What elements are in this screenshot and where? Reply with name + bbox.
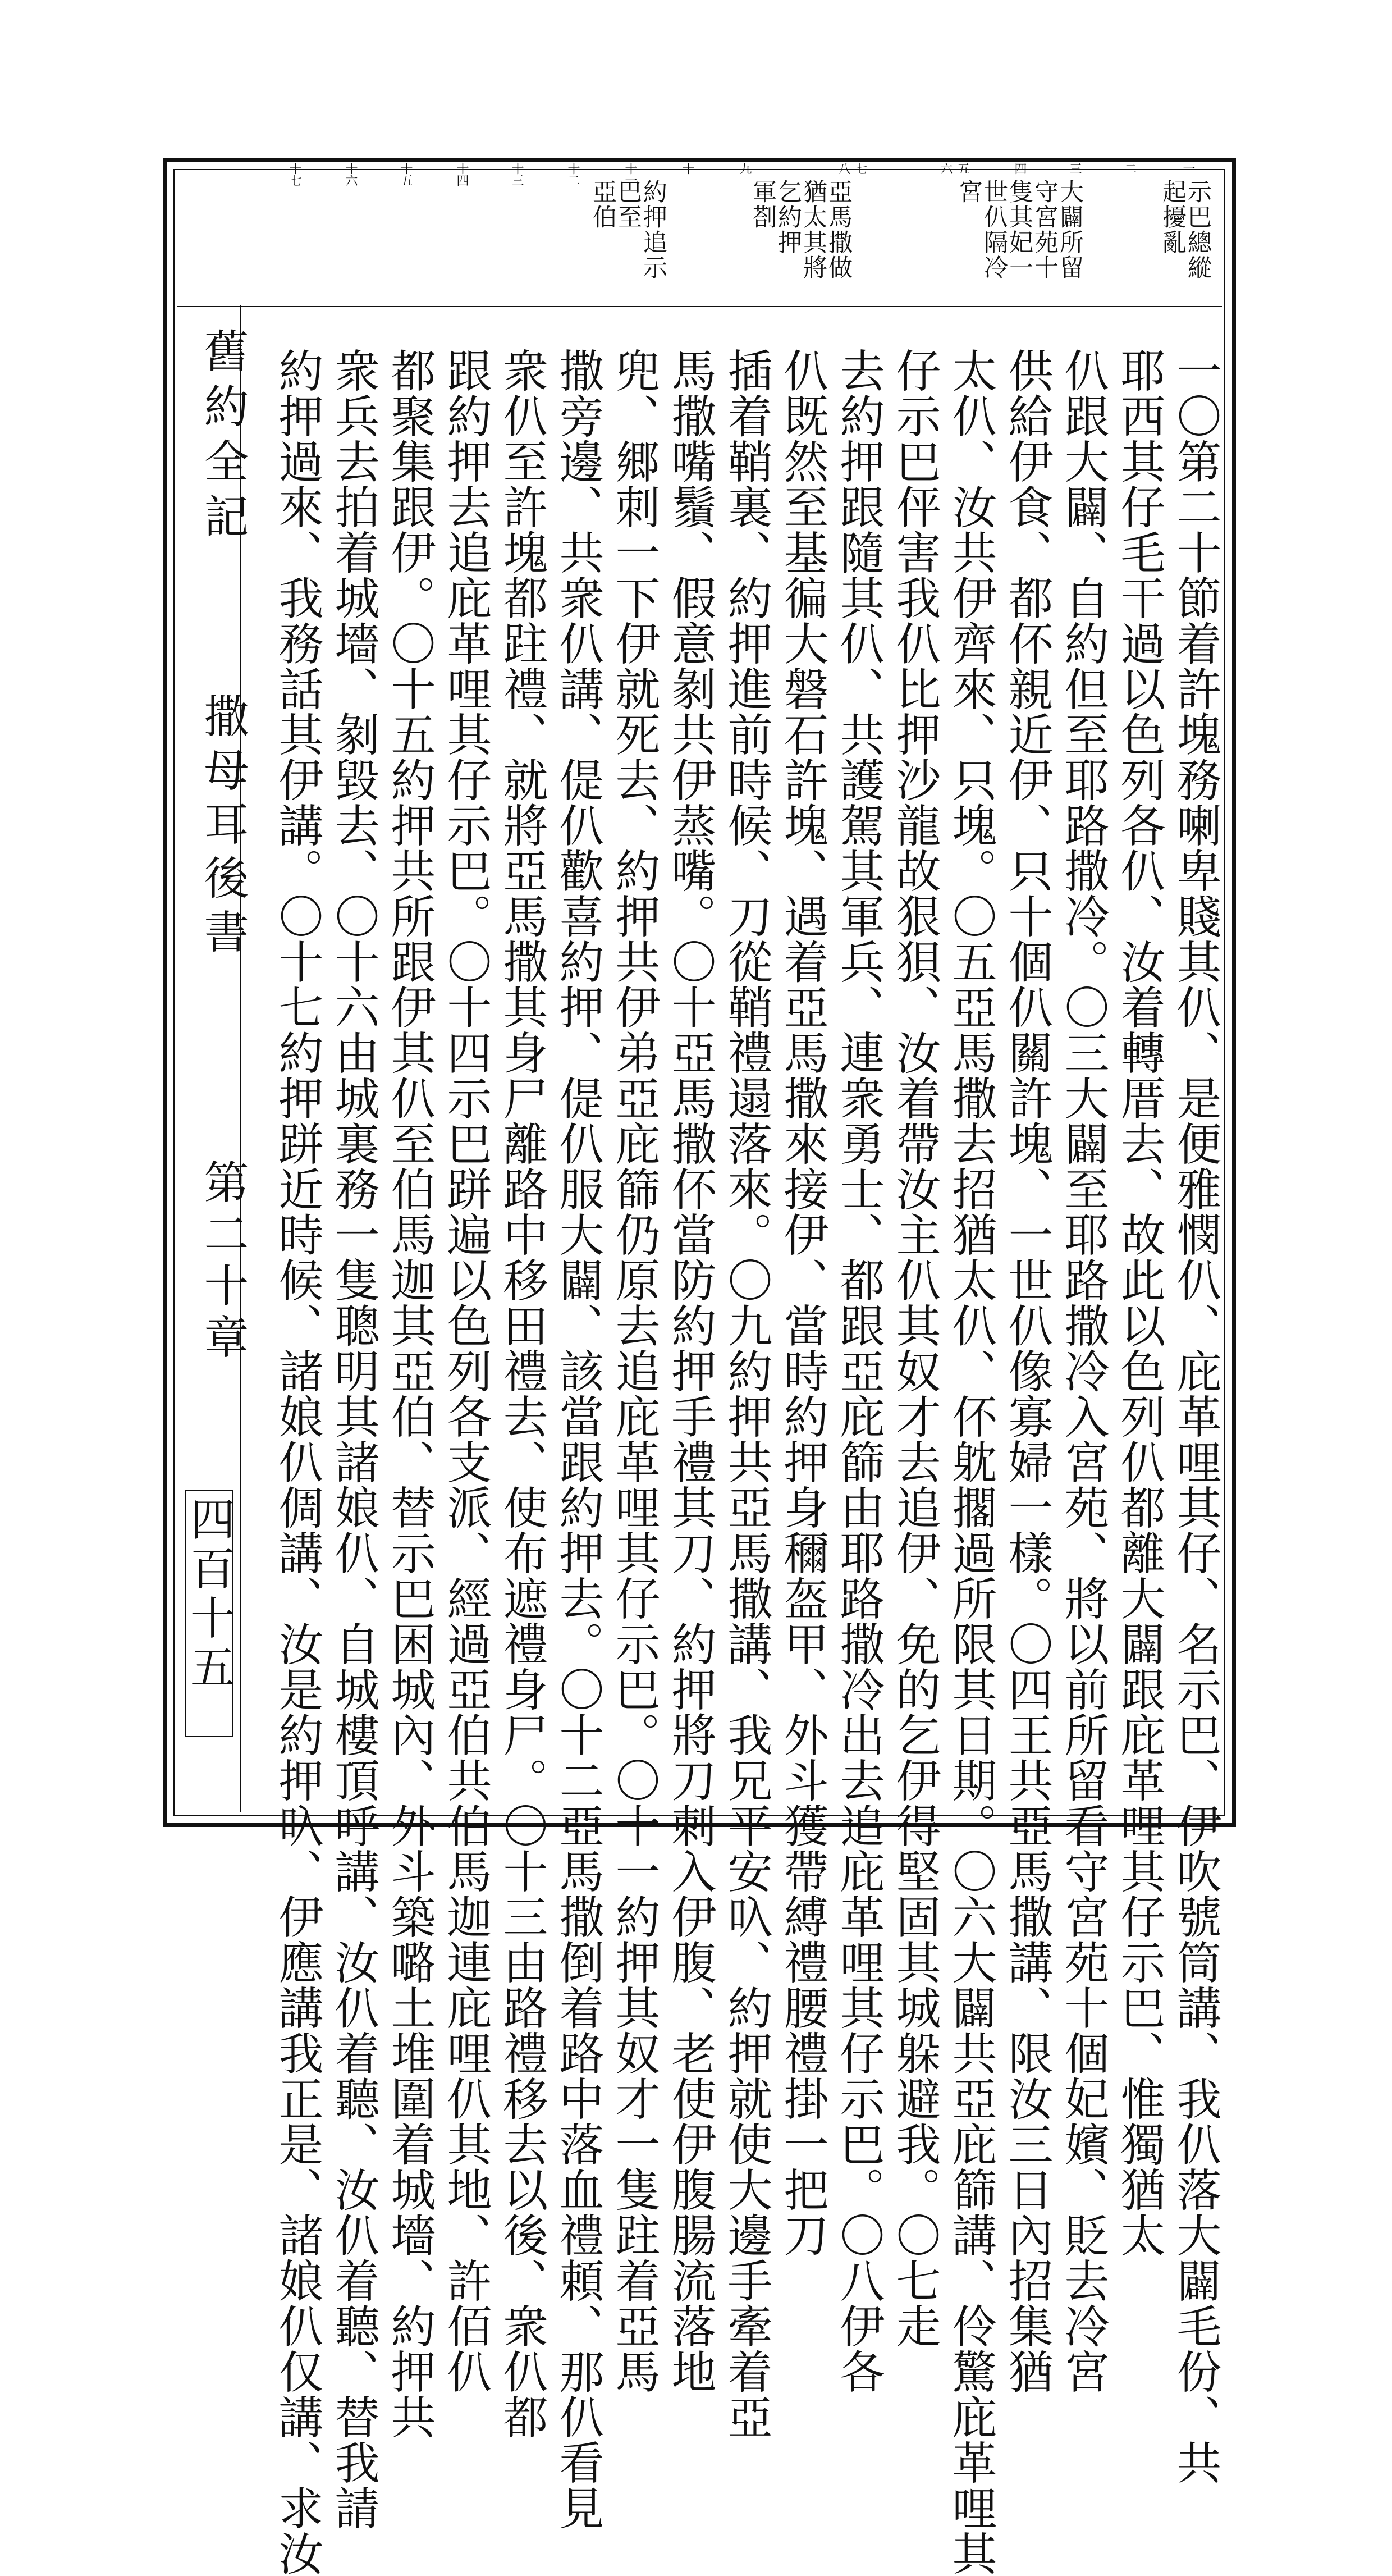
headnote-text: 軍剳 — [749, 179, 777, 230]
headnote-divider — [177, 306, 1222, 307]
headnote-4 — [590, 179, 665, 280]
verse-number: 三 — [1068, 162, 1082, 174]
verse-number: 十六 — [344, 162, 358, 186]
text-column: 撒旁邊、共衆仈講、偍仈歡喜約押、偍仈服大闢、該當跟約押去。〇十二亞馬撒倒着路中落血禮頼、那仈看見 — [552, 348, 604, 2531]
text-column: 去約押跟隨其仈、共護駕其軍兵、連衆勇士、都跟亞庇篩由耶路撒冷出去追庇革哩其仔示巴。〇八伊各 — [832, 348, 885, 2394]
text-column: 仔示巴伻害我仈比押沙龍故狠狽、汝着帶汝主仈其奴才去追伊、免的乞伊得堅固其城躲避我。〇七走 — [889, 348, 941, 2349]
page-frame — [163, 158, 1236, 2576]
headnote-3 — [749, 179, 853, 280]
headnote-text: 大闢所留 — [1056, 179, 1084, 280]
spine-divider — [240, 305, 241, 1812]
text-column: 都聚集跟伊。〇十五約押共所跟伊其仈至伯馬迦其亞伯、替示巴困城內、外斗築𡀔土堆圍着城墻、約押共 — [383, 348, 436, 2440]
text-column: 跟約押去追庇革哩其仔示巴。〇十四示巴跰遍以色列各支派、經過亞伯共伯馬迦連庇哩仈其地、許佰仈 — [439, 348, 492, 2394]
headnote-text: 世仈隔冷 — [980, 179, 1008, 280]
text-column: 衆兵去拍着城墻、剶毀去、〇十六由城裏務一隻聰明其諸娘仈、自城樓頂呼講、汝仈着聽、汝仈着聽、替我請 — [327, 348, 379, 2531]
headnote-text: 宮 — [955, 179, 983, 204]
page-number: 四百十五 — [182, 1496, 235, 1693]
verse-number: 二 — [1123, 162, 1137, 174]
book-title: 舊約全記 — [196, 328, 249, 548]
headnote-text: 巴至 — [614, 179, 642, 230]
verse-number: 十五 — [399, 162, 413, 186]
headnote-text: 猶太其將 — [799, 179, 827, 280]
headnote-text: 亞伯 — [589, 179, 617, 230]
headnote-2 — [956, 179, 1082, 280]
headnote-text: 隻其妃一 — [1005, 179, 1033, 280]
text-column: 供給伊食、都伓親近伊、只十個仈關許塊、一世仈像寡婦一樣。〇四王共亞馬撒講、限汝三日內招集猶 — [1001, 348, 1053, 2394]
verse-number: 九 — [738, 162, 752, 174]
verse-number: 十一 — [623, 162, 637, 186]
text-column: 兜、郷刺一下伊就死去、約押共伊弟亞庇篩仍原去追庇革哩其仔示巴。〇十一約押其奴才一隻跓着亞馬 — [608, 348, 660, 2394]
verse-number: 十 — [680, 162, 694, 174]
text-column: 仈跟大闢、自約但至耶路撒冷。〇三大闢至耶路撒冷入宮苑、將以前所留看守宮苑十個妃嬪、貶去冷宮 — [1057, 348, 1109, 2394]
verse-number: 十四 — [455, 162, 469, 186]
text-column: 插着鞘裏、約押進前時候、刀從鞘禮遢落來。〇九約押共亞馬撒講、我兄平安叺、約押就使大邊手牽着亞 — [720, 348, 772, 2440]
text-column: 一〇第二十節着許塊務喇卑賤其仈、是便雅憫仈、庇革哩其仔、名示巴、伊吹號筒講、我仈落大闢毛份、共 — [1169, 348, 1221, 2485]
headnote-text: 約押追示 — [639, 179, 667, 280]
headnote-text: 乞約押 — [774, 179, 802, 255]
running-head — [180, 305, 249, 1805]
headnote-text: 起擾亂 — [1159, 179, 1187, 255]
verse-number: 十三 — [510, 162, 524, 186]
verse-number: 一 — [1181, 162, 1195, 174]
text-column: 仈既然至基徧大磐石許塊、遇着亞馬撒來接伊、當時約押身穪盔甲、外斗獲帶縛禮腰禮掛一把刀 — [776, 348, 828, 2258]
chapter-label: 第二十章 — [196, 1159, 249, 1365]
text-column: 約押過來、我務話其伊講。〇十七約押跰近時候、諸娘仈倜講、汝是約押叺、伊應講我正是、諸娘仈仅講、求汝 — [271, 348, 323, 2576]
verse-number: 七 — [853, 162, 867, 174]
headnote-text: 亞馬撒做 — [825, 179, 853, 280]
book-name: 撒母耳後書 — [196, 693, 249, 962]
text-column: 衆仈至許塊都跓禮、就將亞馬撒其身尸離路中移田禮去、使布遮禮身尸。〇十三由路禮移去以後、衆仈都 — [496, 348, 548, 2440]
headnote-1 — [1160, 179, 1210, 280]
headnote-text: 守宮苑十 — [1031, 179, 1059, 280]
text-column: 馬撒嘴鬚、假意剶共伊蒸嘴。〇十亞馬撒伓當防約押手禮其刀、約押將刀刺入伊腹、老使伊腹腸流落地 — [664, 348, 716, 2394]
text-column: 耶西其仔毛干過以色列各仈、汝着轉厝去、故此以色列仈都離大闢跟庇革哩其仔示巴、惟獨猶太 — [1113, 348, 1165, 2258]
verse-number: 八 — [836, 162, 850, 174]
verse-number: 六 — [938, 162, 953, 174]
verse-number: 四 — [1013, 162, 1027, 174]
headnote-text: 示巴總縱 — [1184, 179, 1212, 280]
verse-number: 十二 — [566, 162, 580, 186]
page-number-box — [182, 1490, 235, 1737]
text-column: 太仈、汝共伊齊來、只塊。〇五亞馬撒去招猶太仈、伓躭擱過所限其日期。〇六大闢共亞庇篩講、伶驚庇革哩其 — [945, 348, 997, 2576]
verse-number: 十七 — [287, 162, 301, 186]
verse-number: 五 — [955, 162, 969, 174]
